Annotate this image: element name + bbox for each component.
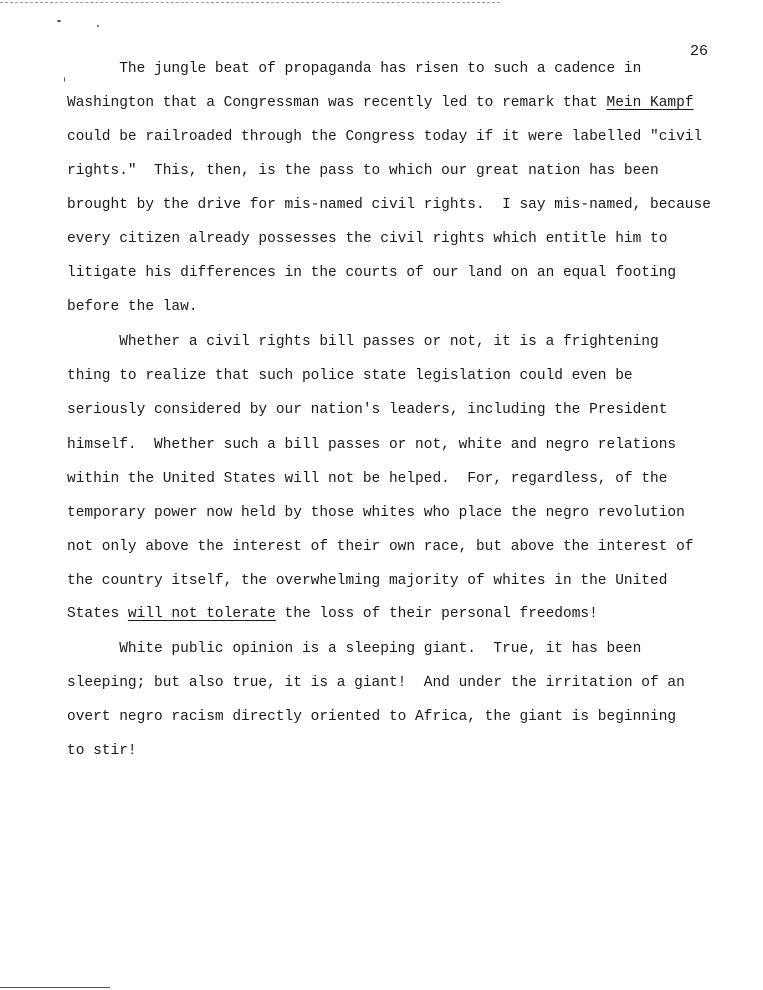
line-text: could be railroaded through the Congress today if it were labelled "civil (67, 129, 703, 145)
line-text: every citizen already possesses the civil rights which entitle him to (67, 231, 668, 247)
line-text: overt negro racism directly oriented to Africa, the giant is beginning (67, 709, 677, 725)
line-text: thing to realize that such police state legislation could even be (67, 368, 633, 384)
line-text: brought by the drive for mis-named civil rights. I say mis-named, because (67, 197, 711, 213)
line-text: not only above the interest of their own race, but above the interest of (67, 539, 694, 555)
line-text: rights." This, then, is the pass to which our great nation has been (67, 163, 659, 179)
text-line (67, 708, 676, 726)
line-text: before the law. (67, 299, 198, 315)
text-line (67, 538, 694, 556)
scan-speck (97, 25, 99, 27)
text-line (67, 162, 659, 180)
line-text: within the United States will not be helped. For, regardless, of the (67, 471, 668, 487)
scan-speck (64, 77, 65, 82)
bottom-edge-rule (0, 987, 110, 988)
text-line (67, 674, 685, 692)
text-line (67, 230, 667, 248)
underlined-text: Mein Kampf (606, 95, 694, 111)
text-line (67, 367, 633, 385)
line-text: States (67, 606, 128, 622)
text-line (67, 742, 137, 760)
text-line (67, 298, 198, 316)
text-line (67, 572, 667, 590)
text-line (67, 333, 659, 351)
line-text: sleeping; but also true, it is a giant! And under the irritation of an (67, 675, 685, 691)
line-text: The jungle beat of propaganda has risen to such a cadence in (67, 61, 642, 77)
line-text: seriously considered by our nation's leaders, including the President (67, 402, 668, 418)
line-text: Whether a civil rights bill passes or not, it is a frightening (67, 334, 659, 350)
line-text: Washington that a Congressman was recently led to remark that (67, 95, 607, 111)
line-text: the loss of their personal freedoms! (275, 606, 598, 622)
text-line (67, 128, 702, 146)
scan-speck (57, 20, 61, 22)
line-text: White public opinion is a sleeping giant. True, it has been (67, 641, 642, 657)
text-line (67, 401, 667, 419)
text-line (67, 504, 685, 522)
page-number: 26 (690, 43, 709, 60)
text-line (67, 436, 676, 454)
line-text: temporary power now held by those whites who place the negro revolution (67, 505, 685, 521)
text-line (67, 640, 641, 658)
text-line (67, 605, 598, 623)
text-line (67, 470, 667, 488)
line-text: himself. Whether such a bill passes or not, white and negro relations (67, 437, 677, 453)
text-line (67, 60, 641, 78)
text-line (67, 94, 694, 112)
underlined-text: will not tolerate (127, 606, 276, 622)
text-line (67, 196, 711, 214)
line-text: litigate his differences in the courts of our land on an equal footing (67, 265, 677, 281)
line-text: the country itself, the overwhelming majority of whites in the United (67, 573, 668, 589)
text-line (67, 264, 676, 282)
line-text: to stir! (67, 743, 137, 759)
top-edge-rule (0, 2, 500, 3)
